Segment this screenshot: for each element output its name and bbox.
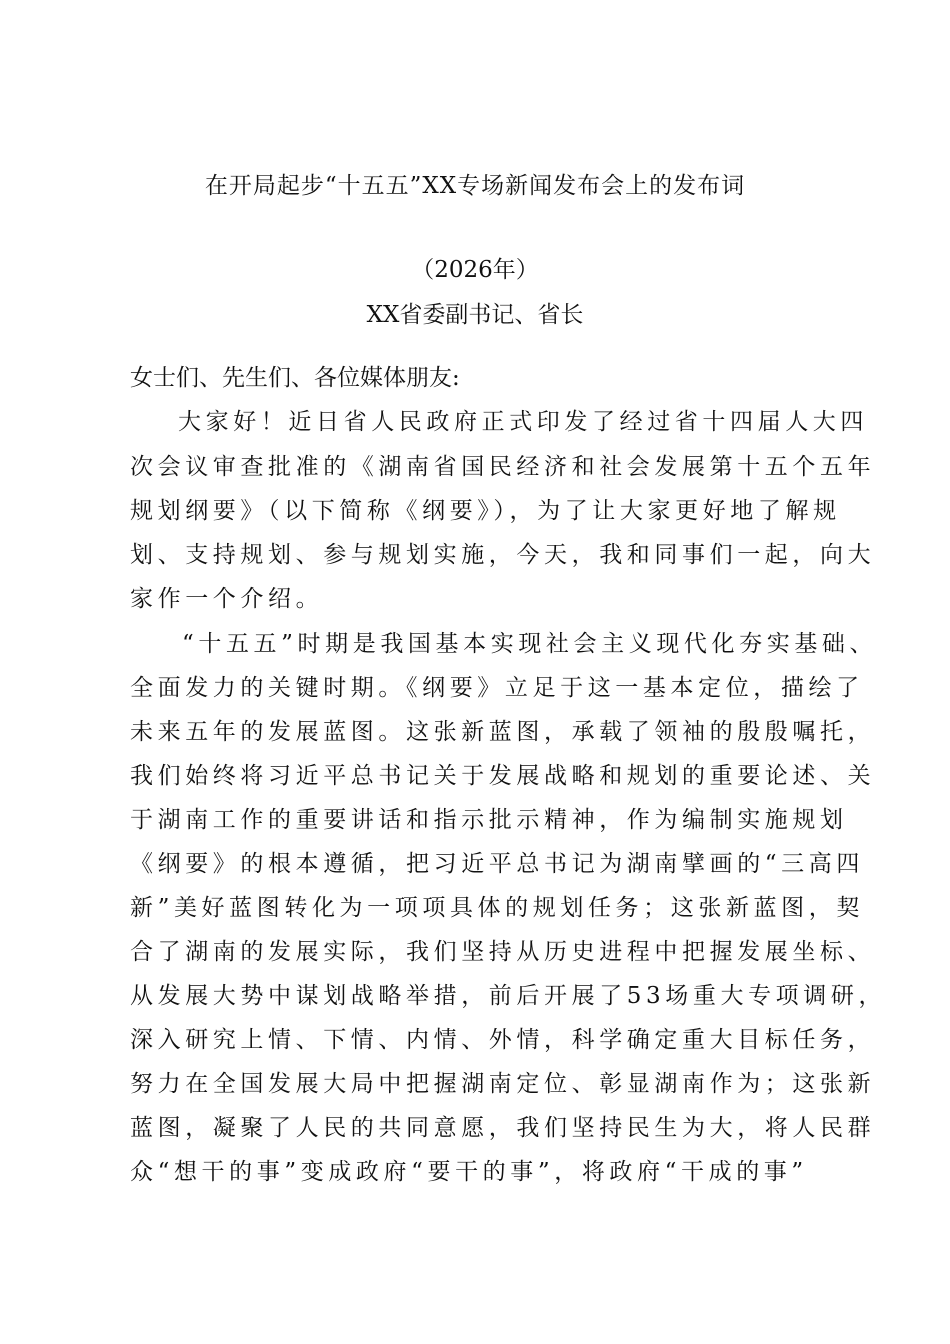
body-line: 于湖南工作的重要讲话和指示批示精神，作为编制实施规划 [130,807,848,833]
body-line: 深入研究上情、下情、内情、外情，科学确定重大目标任务， [130,1027,876,1053]
body-line: 从发展大势中谋划战略举措，前后开展了53场重大专项调研， [130,983,887,1009]
document-year: （2026年） [411,257,539,283]
body-line: 未来五年的发展蓝图。这张新蓝图，承载了领袖的殷殷嘱托， [130,719,876,745]
body-line: 合了湖南的发展实际，我们坚持从历史进程中把握发展坐标、 [130,939,876,965]
document-author: XX省委副书记、省长 [366,302,584,328]
body-line: 我们始终将习近平总书记关于发展战略和规划的重要论述、关 [130,763,876,789]
greeting-line: 女士们、先生们、各位媒体朋友: [130,365,460,391]
document-title: 在开局起步“十五五”XX专场新闻发布会上的发布词 [204,173,746,199]
body-line: 家作一个介绍。 [130,586,324,612]
body-line: 大家好！近日省人民政府正式印发了经过省十四届人大四 [178,409,868,435]
body-line: 众“想干的事”变成政府“要干的事”，将政府“干成的事” [130,1159,808,1185]
body-line: 努力在全国发展大局中把握湖南定位、彰显湖南作为；这张新 [130,1071,876,1097]
body-line: 全面发力的关键时期。《纲要》立足于这一基本定位，描绘了 [130,675,864,701]
body-line: 规划纲要》（以下简称《纲要》），为了让大家更好地了解规 [130,498,841,524]
body-line: 《纲要》的根本遵循，把习近平总书记为湖南擘画的“三高四 [130,851,864,877]
body-line: 划、支持规划、参与规划实施，今天，我和同事们一起，向大 [130,542,876,568]
body-line: “十五五”时期是我国基本实现社会主义现代化夯实基础、 [182,631,878,657]
body-line: 蓝图，凝聚了人民的共同意愿，我们坚持民生为大，将人民群 [130,1115,876,1141]
body-line: 新”美好蓝图转化为一项项具体的规划任务；这张新蓝图，契 [130,895,864,921]
body-line: 次会议审查批准的《湖南省国民经济和社会发展第十五个五年 [130,454,876,480]
